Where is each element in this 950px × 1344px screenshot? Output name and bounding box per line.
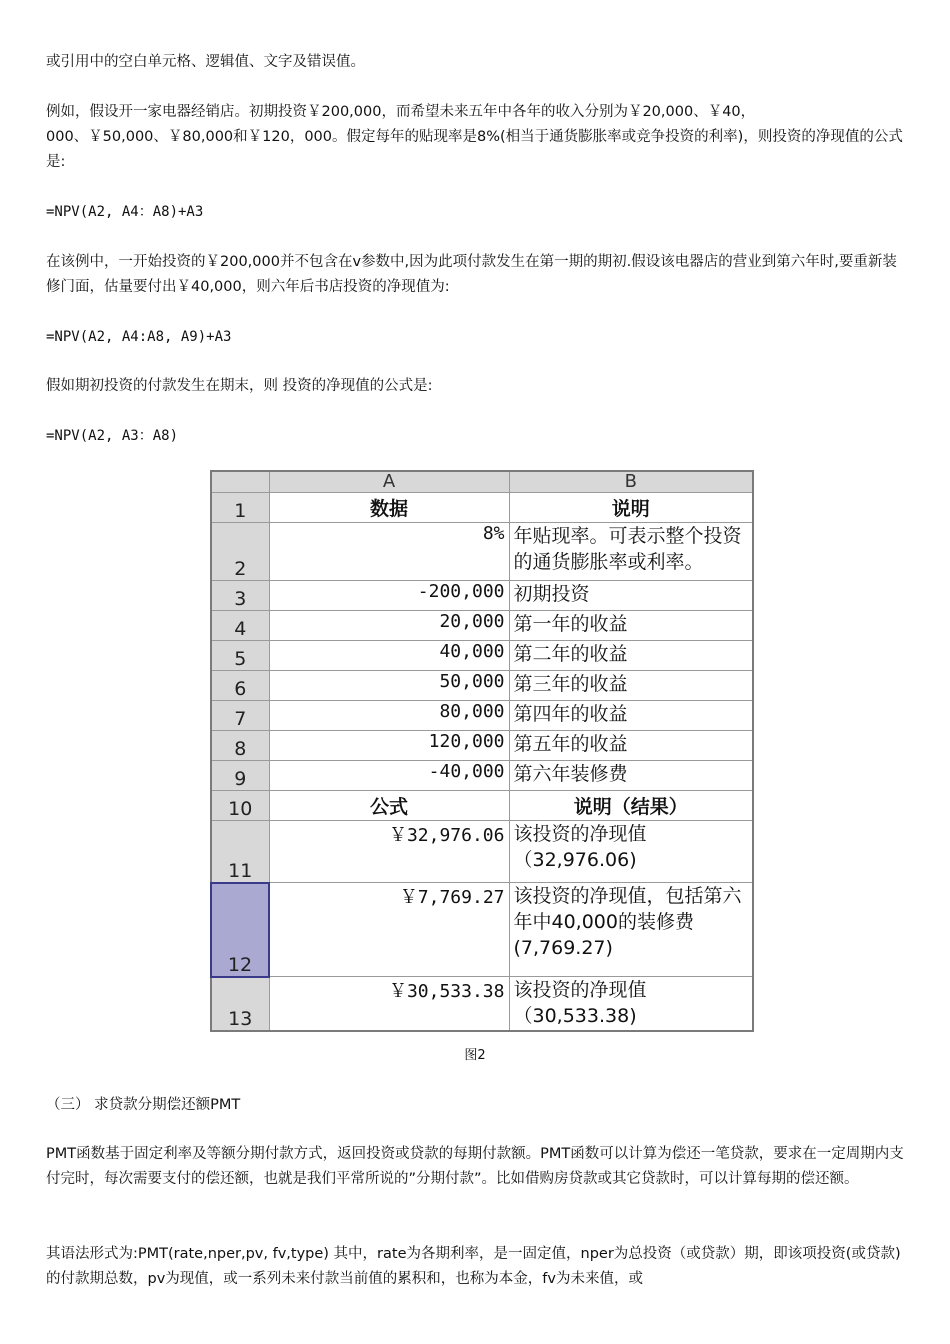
sheet-row — [211, 821, 753, 883]
cell-b: 该投资的净现值（30,533.38) — [509, 977, 753, 1031]
cell-a: 50,000 — [269, 671, 509, 701]
sheet-row — [211, 641, 753, 671]
cell-a: 8% — [269, 523, 509, 581]
spreadsheet-figure — [210, 470, 754, 1032]
corner-cell — [211, 471, 269, 493]
sheet-row — [211, 977, 753, 1031]
formula-npv-2: =NPV(A2, A4:A8, A9)+A3 — [46, 329, 232, 345]
row-number-selected[interactable]: 12 — [211, 883, 269, 977]
paragraph-end-of-period: 假如期初投资的付款发生在期末，则 投资的净现值的公式是: — [46, 378, 433, 394]
cell-a: 数据 — [269, 493, 509, 523]
cell-b: 第三年的收益 — [509, 671, 753, 701]
column-header-row — [211, 471, 753, 493]
paragraph-pmt-syntax: 其语法形式为:PMT(rate,nper,pv, fv,type) 其中，rate为各期利率，是一固定值，nper为总投资（或贷款）期，即该项投资(或贷款)的付款期总数，pv为现值，或一系列未来付款当前值的累积和，也称为本金，fv为未来值，或 — [46, 1246, 901, 1287]
cell-b: 该投资的净现值，包括第六年中40,000的装修费(7,769.27) — [509, 883, 753, 977]
cell-a: ￥32,976.06 — [269, 821, 509, 883]
formula-npv-3: =NPV(A2, A3：A8) — [46, 428, 179, 444]
cell-a: 40,000 — [269, 641, 509, 671]
cell-b: 第六年装修费 — [509, 761, 753, 791]
cell-b: 初期投资 — [509, 581, 753, 611]
section-heading: （三） 求贷款分期偿还额PMT — [46, 1097, 241, 1113]
paragraph-explanation: 在该例中，一开始投资的￥200,000并不包含在v参数中,因为此项付款发生在第一期的期初.假设该电器店的营业到第六年时,要重新装修门面，估量要付出￥40,000，则六年后书店投资的净现值为: — [46, 254, 897, 295]
sheet-row — [211, 581, 753, 611]
row-number: 2 — [211, 523, 269, 581]
paragraph-pmt-intro: PMT函数基于固定利率及等额分期付款方式，返回投资或贷款的每期付款额。PMT函数可以计算为偿还一笔贷款，要求在一定周期内支付完时，每次需要支付的偿还额，也就是我们平常所说的”分期付款”。比如借购房贷款或其它贷款时，可以计算每期的偿还额。 — [46, 1146, 904, 1187]
cell-a: 120,000 — [269, 731, 509, 761]
cell-b: 第二年的收益 — [509, 641, 753, 671]
row-number: 6 — [211, 671, 269, 701]
sheet-row — [211, 671, 753, 701]
paragraph-intro-tail: 或引用中的空白单元格、逻辑值、文字及错误值。 — [46, 54, 365, 70]
sheet-row — [211, 731, 753, 761]
row-number: 11 — [211, 821, 269, 883]
cell-b: 第四年的收益 — [509, 701, 753, 731]
sheet-row — [211, 761, 753, 791]
row-number: 13 — [211, 977, 269, 1031]
sheet-row-selected — [211, 883, 753, 977]
figure-caption: 图2 — [464, 1048, 486, 1063]
cell-a: -40,000 — [269, 761, 509, 791]
column-header-b: B — [509, 471, 753, 493]
row-number: 4 — [211, 611, 269, 641]
cell-b: 第五年的收益 — [509, 731, 753, 761]
cell-a: 80,000 — [269, 701, 509, 731]
cell-a: -200,000 — [269, 581, 509, 611]
cell-b: 说明 — [509, 493, 753, 523]
row-number: 5 — [211, 641, 269, 671]
sheet-row — [211, 493, 753, 523]
sheet-row — [211, 611, 753, 641]
cell-a: 公式 — [269, 791, 509, 821]
sheet-row — [211, 523, 753, 581]
cell-b: 年贴现率。可表示整个投资的通货膨胀率或利率。 — [509, 523, 753, 581]
cell-b: 该投资的净现值（32,976.06) — [509, 821, 753, 883]
sheet-row — [211, 791, 753, 821]
cell-a: ￥7,769.27 — [269, 883, 509, 977]
sheet-row — [211, 701, 753, 731]
column-header-a: A — [269, 471, 509, 493]
paragraph-example: 例如，假设开一家电器经销店。初期投资￥200,000，而希望未来五年中各年的收入分别为￥20,000、￥40，000、￥50,000、￥80,000和￥120，000。假定每年的贴现率是8%(相当于通货膨胀率或竞争投资的利率)，则投资的净现值的公式是: — [46, 104, 903, 170]
row-number: 8 — [211, 731, 269, 761]
cell-b: 说明（结果） — [509, 791, 753, 821]
cell-a: ￥30,533.38 — [269, 977, 509, 1031]
row-number: 7 — [211, 701, 269, 731]
row-number: 1 — [211, 493, 269, 523]
cell-a: 20,000 — [269, 611, 509, 641]
row-number: 3 — [211, 581, 269, 611]
cell-b: 第一年的收益 — [509, 611, 753, 641]
row-number: 10 — [211, 791, 269, 821]
formula-npv-1: =NPV(A2, A4：A8)+A3 — [46, 204, 204, 220]
row-number: 9 — [211, 761, 269, 791]
